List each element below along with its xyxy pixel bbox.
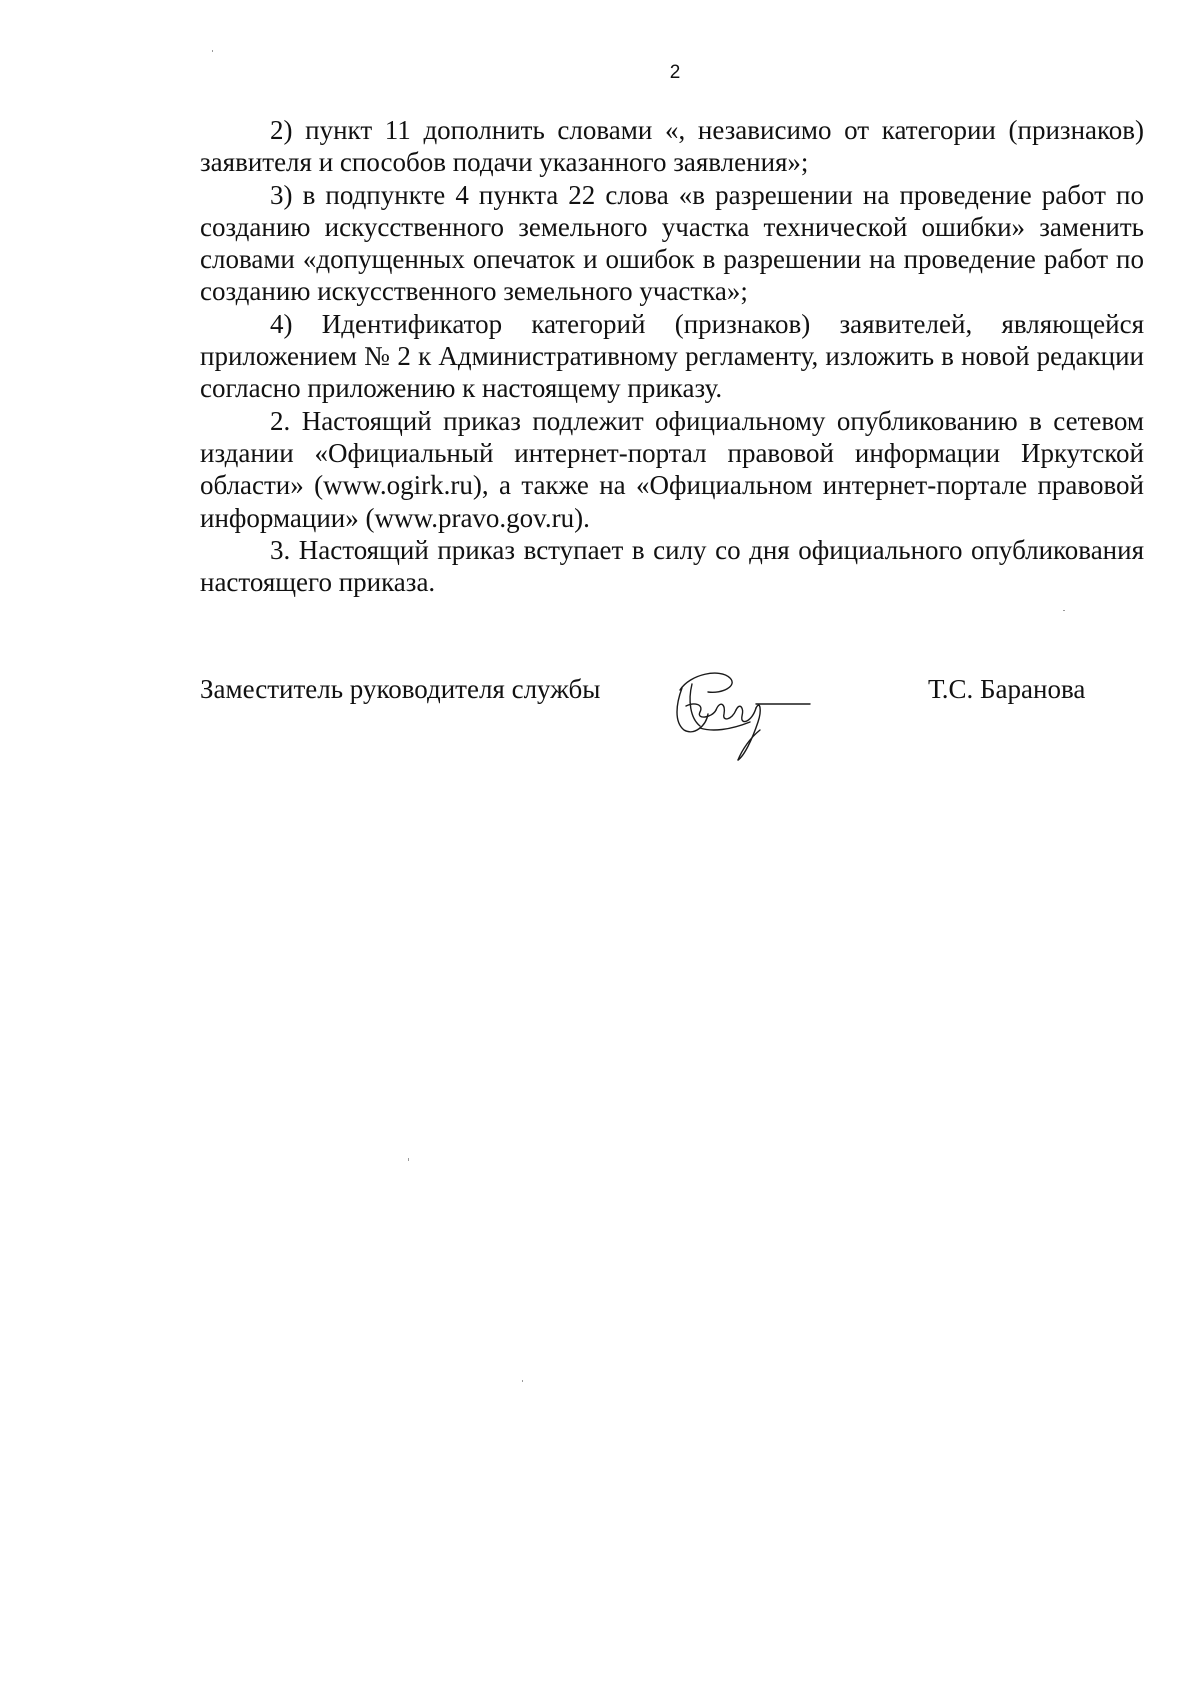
page-number: 2 bbox=[669, 62, 681, 83]
scan-speck bbox=[408, 1158, 409, 1161]
scan-speck bbox=[1063, 610, 1065, 611]
scan-speck bbox=[212, 50, 213, 52]
paragraph-publication: 2. Настоящий приказ подлежит официальному опубликованию в сетевом издании «Официальный интернет-портал правовой информации Иркутской области» (www.ogirk.ru), а также на «Официальном интернет-портале правовой информации» (www.pravo.gov.ru). bbox=[200, 405, 1144, 533]
scan-speck bbox=[522, 1380, 523, 1382]
paragraph-item-4: 4) Идентификатор категорий (признаков) заявителей, являющейся приложением № 2 к Административному регламенту, изложить в новой редакции согласно приложению к настоящему приказу. bbox=[200, 308, 1144, 404]
paragraph-item-3: 3) в подпункте 4 пункта 22 слова «в разрешении на проведение работ по созданию искусственного земельного участка технической ошибки» заменить словами «допущенных опечаток и ошибок в разрешении на проведение работ по созданию искусственного земельного участка»; bbox=[200, 179, 1144, 307]
paragraph-item-2: 2) пункт 11 дополнить словами «, независимо от категории (признаков) заявителя и способов подачи указанного заявления»; bbox=[200, 115, 1144, 178]
paragraph-effective-date: 3. Настоящий приказ вступает в силу со дня официального опубликования настоящего приказа. bbox=[200, 534, 1144, 598]
handwritten-signature-icon bbox=[660, 660, 830, 765]
signature-block bbox=[200, 660, 1144, 770]
document-body bbox=[200, 114, 1144, 598]
signatory-position: Заместитель руководителя службы bbox=[200, 674, 601, 704]
signatory-name: Т.С. Баранова bbox=[928, 674, 1086, 704]
